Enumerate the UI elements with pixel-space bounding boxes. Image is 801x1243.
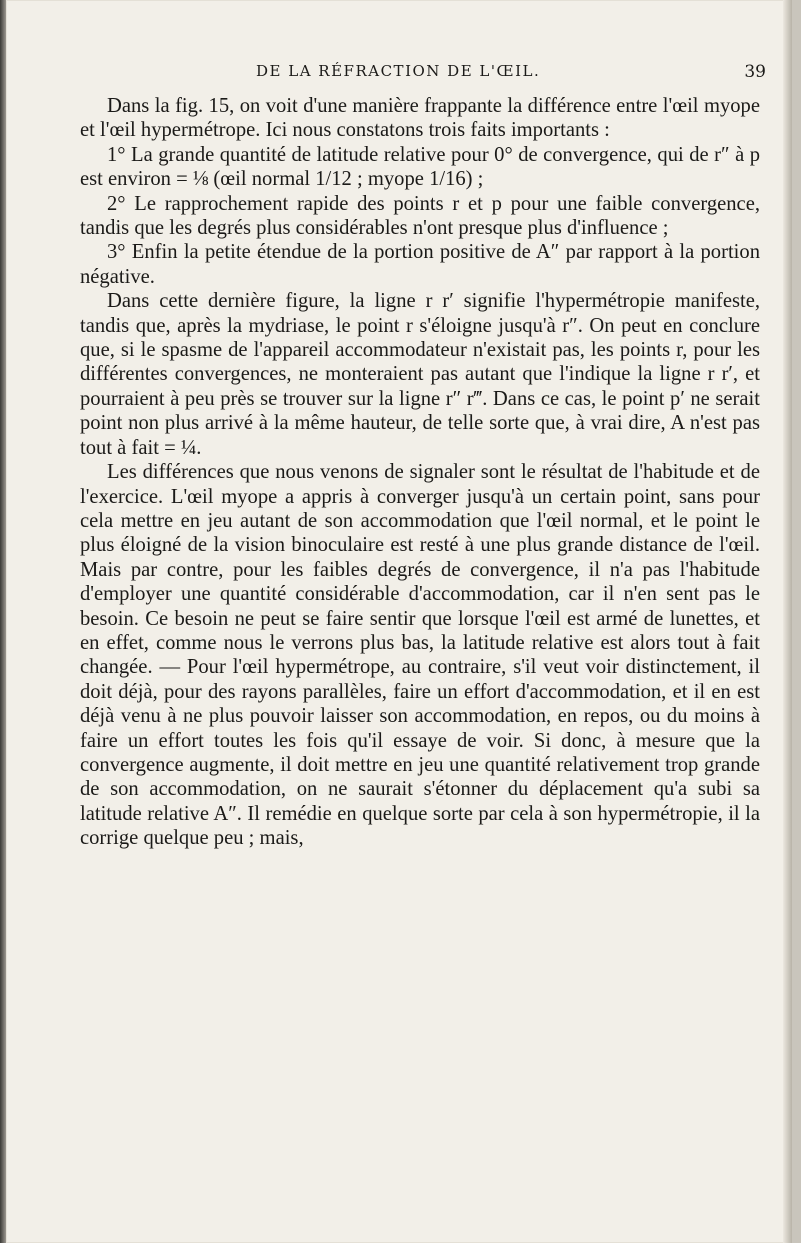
page-edge-right — [783, 0, 792, 1243]
paragraph-intro: Dans la fig. 15, on voit d'une manière frappante la différence entre l'œil myope et l'œil hypermétrope. Ici nous constatons trois faits importants : — [80, 95, 760, 142]
book-page — [6, 0, 792, 1243]
paragraph-differences: Les différences que nous venons de signaler sont le résultat de l'habitude et de l'exercice. L'œil myope a appris à converger jusqu'à un certain point, sans pour cela mettre en jeu autant de son accommodation que l'œil normal, et le point le plus éloigné de la vision binoculaire est resté à une plus grande distance de l'œil. Mais par contre, pour les faibles degrés de convergence, il n'a pas l'habitude d'employer une quantité considérable d'accommodation, car il n'en sent pas le besoin. Ce besoin ne peut se faire sentir que lorsque l'œil est armé de lunettes, et en effet, comme nous le verrons plus bas, la latitude relative est alors tout à fait changée. — Pour l'œil hypermétrope, au contraire, s'il veut voir distinctement, il doit déjà, pour des rayons parallèles, faire un effort d'accommodation, et il en est déjà venu à ne plus pouvoir laisser son accommodation, en repos, ou du moins à faire un effort toutes les fois qu'il essaye de voir. Si donc, à mesure que la convergence augmente, il doit mettre en jeu une quantité relativement trop grande de son accommodation, on ne saurait s'étonner du déplacement qu'a subi sa latitude relative A″. Il remédie en quelque sorte par cela à son hypermétropie, il la corrige quelque peu ; mais, — [80, 461, 760, 850]
running-head: DE LA RÉFRACTION DE L'ŒIL. — [256, 62, 541, 80]
body-text — [80, 94, 760, 851]
paragraph-fact-2: 2° Le rapprochement rapide des points r et p pour une faible convergence, tandis que les degrés plus considérables n'ont presque plus d'influence ; — [80, 192, 760, 240]
paragraph-hypermetropia: Dans cette dernière figure, la ligne r r′ signifie l'hypermétropie manifeste, tandis que, après la mydriase, le point r s'éloigne jusqu'à r″. On peut en conclure que, si le spasme de l'appareil accommodateur n'existait pas, les points r, pour les différentes convergences, ne monteraient pas autant que l'indique la ligne r r′, et pourraient à peu près se trouver sur la ligne r″ r‴. Dans ce cas, le point p′ ne serait point non plus arrivé à la même hauteur, de telle sorte que, à vrai dire, A n'est pas tout à fait = ¼. — [80, 290, 760, 459]
paragraph-fact-3: 3° Enfin la petite étendue de la portion positive de A″ par rapport à la portion négative. — [80, 241, 760, 288]
page-number: 39 — [744, 62, 766, 82]
paragraph-fact-1: 1° La grande quantité de latitude relative pour 0° de convergence, qui de r″ à p est environ = ⅛ (œil normal 1/12 ; myope 1/16) ; — [80, 143, 760, 191]
page-header — [6, 62, 792, 86]
